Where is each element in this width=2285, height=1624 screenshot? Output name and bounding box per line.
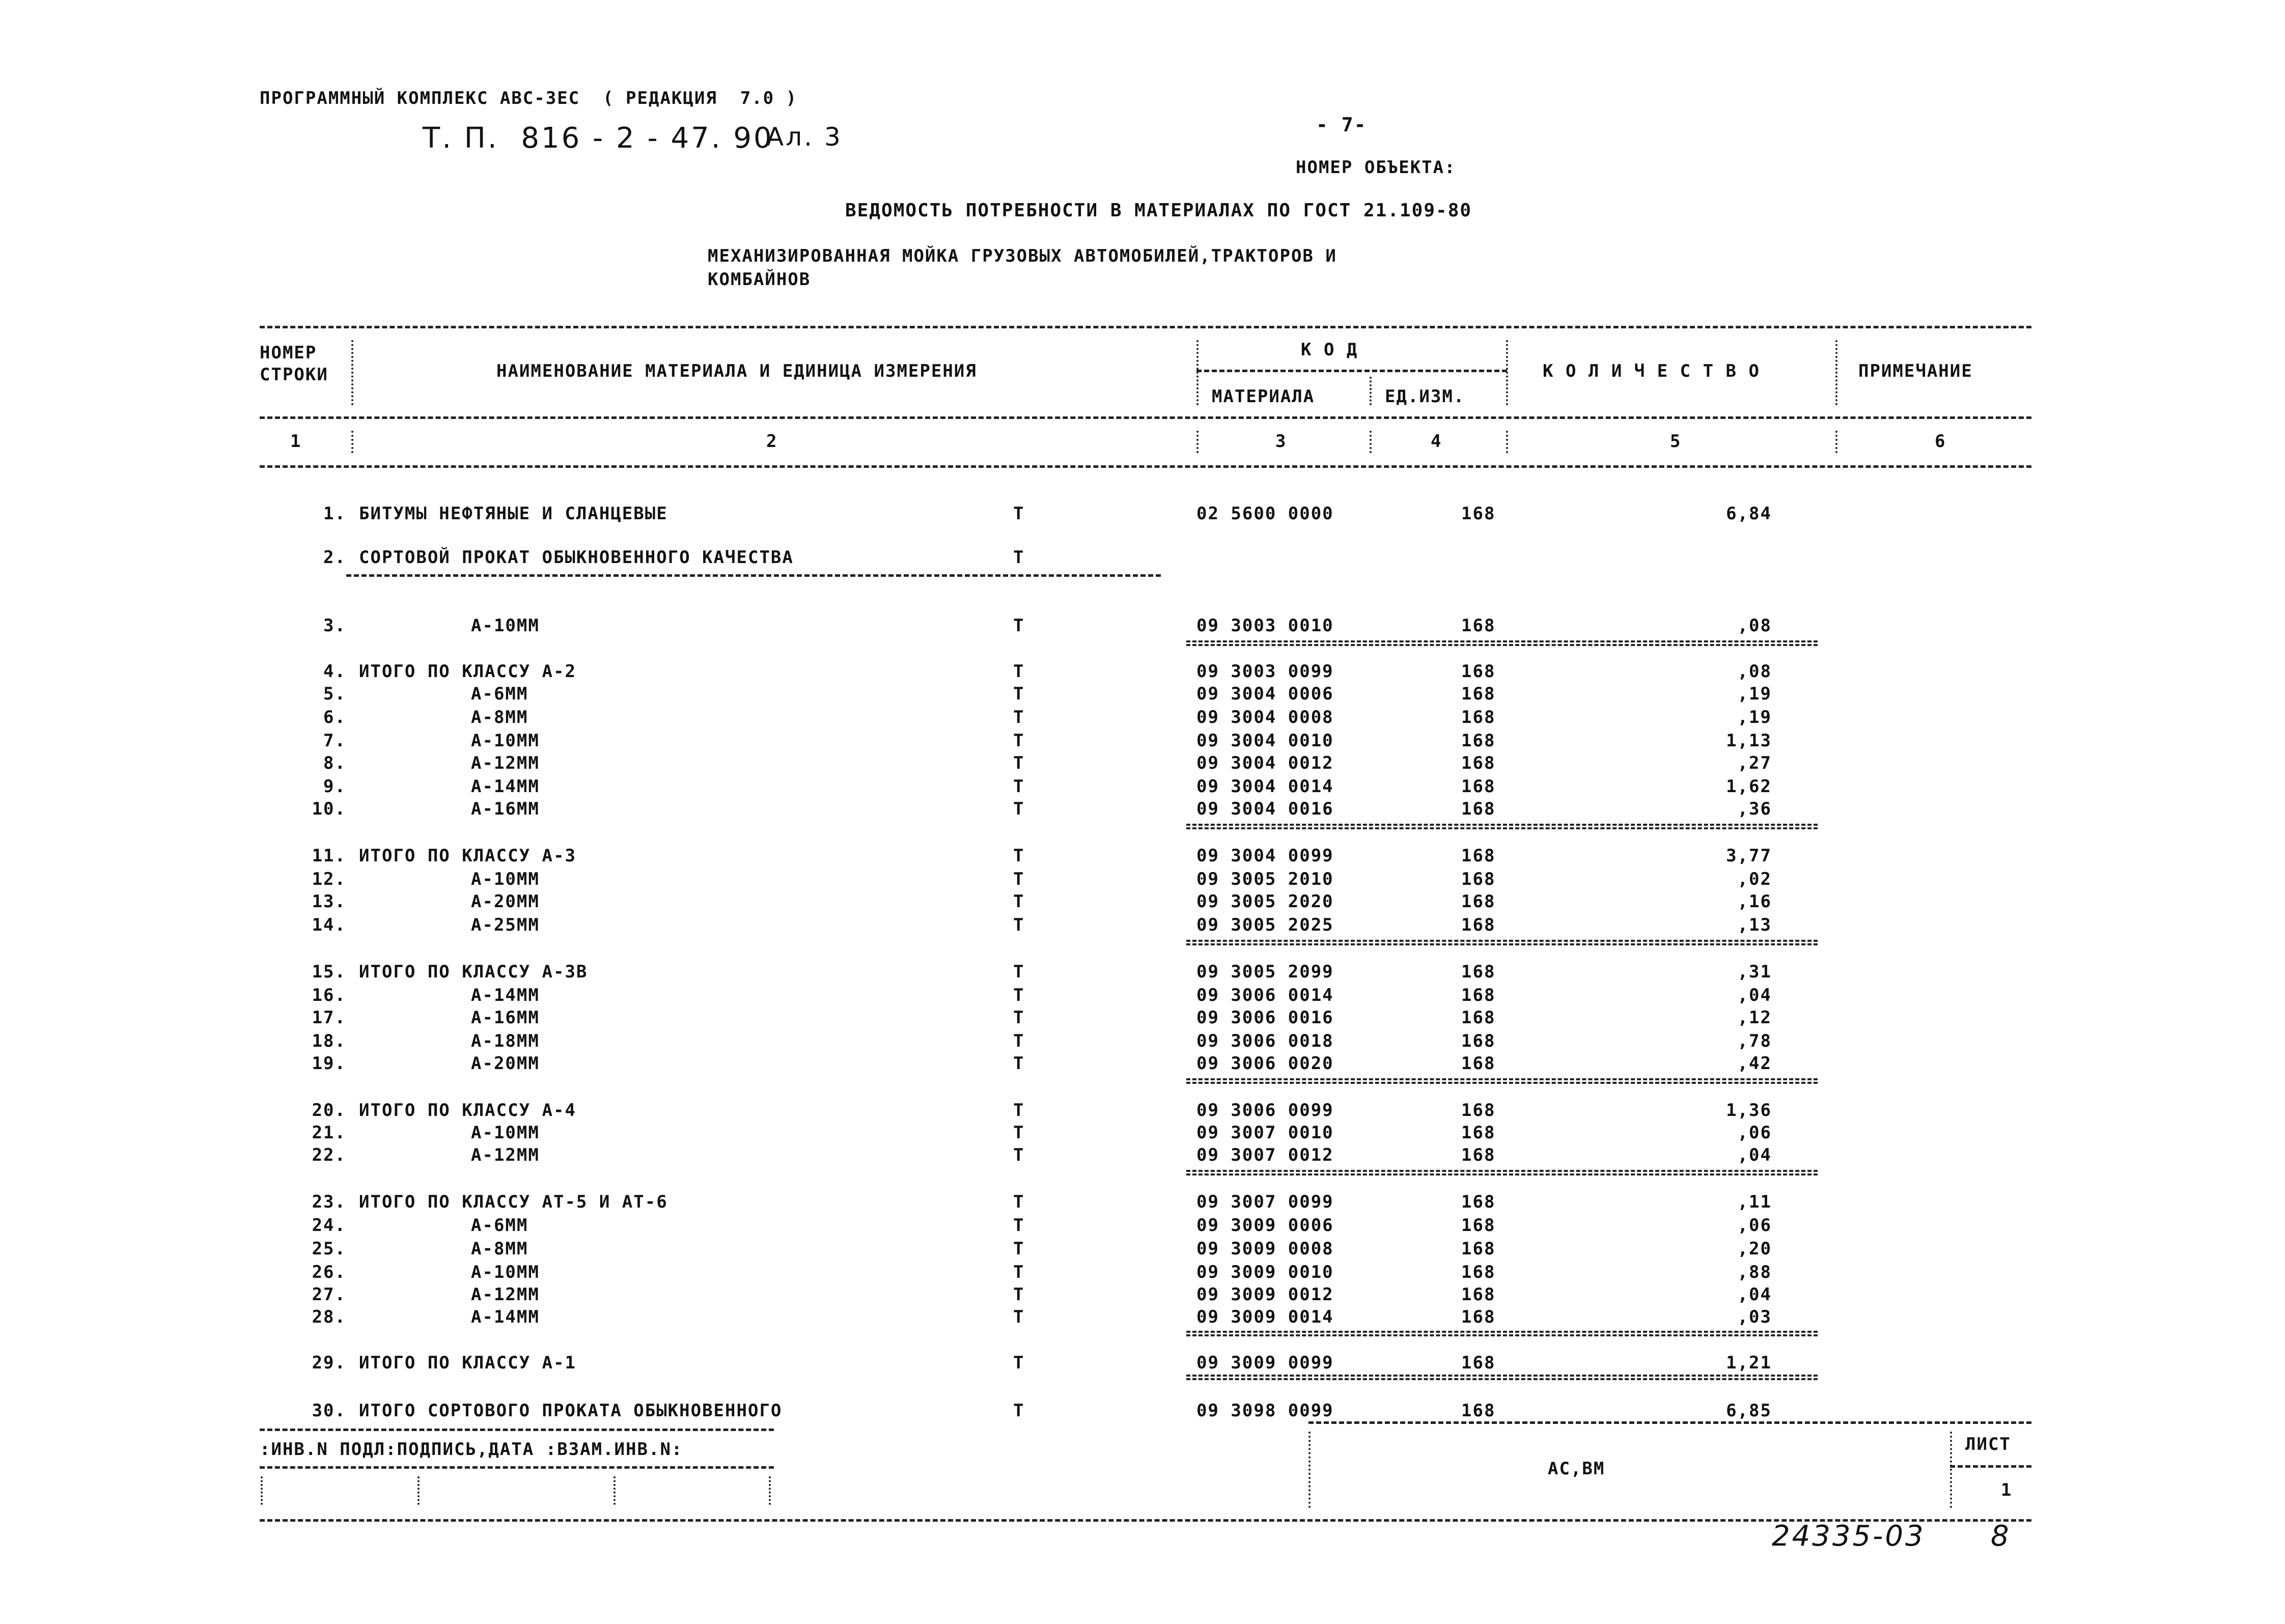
header-separator [1835, 431, 1837, 453]
unit: Т [1013, 753, 1025, 773]
table-row [0, 1308, 2285, 1331]
col-header-material: МАТЕРИАЛА [1212, 386, 1315, 407]
material-code: 09 3009 0099 [1196, 1353, 1334, 1373]
unit-code: 168 [1461, 962, 1496, 982]
quantity: ,12 [1737, 1007, 1772, 1028]
col-number-2: 2 [766, 431, 778, 452]
material-name: А-16ММ [471, 1007, 540, 1028]
col-header-quantity: К О Л И Ч Е С Т В О [1543, 361, 1760, 381]
table-row [0, 1240, 2285, 1263]
row-number: 23. [312, 1192, 346, 1212]
material-code: 09 3004 0099 [1196, 846, 1334, 866]
subtotal-rule [1186, 1331, 1818, 1336]
row-number: 11. [312, 846, 346, 866]
unit-code: 168 [1461, 1401, 1496, 1421]
col-number-3: 3 [1275, 431, 1287, 452]
material-name: А-10ММ [471, 869, 540, 889]
row-number: 17. [312, 1007, 346, 1028]
quantity: ,31 [1737, 962, 1772, 982]
material-code: 09 3004 0008 [1196, 707, 1334, 727]
material-code: 09 3004 0014 [1196, 776, 1334, 797]
material-code: 09 3005 2025 [1196, 915, 1334, 935]
row-number: 26. [312, 1262, 346, 1282]
material-name: ИТОГО СОРТОВОГО ПРОКАТА ОБЫКНОВЕННОГО [359, 1401, 783, 1421]
row-number: 6. [323, 707, 346, 727]
stamp-bottom-rule [260, 1519, 2031, 1522]
code-subheader-rule [1196, 370, 1507, 372]
material-code: 09 3004 0016 [1196, 799, 1334, 819]
stamp-top-rule-right [1308, 1421, 2031, 1424]
material-code: 09 3009 0006 [1196, 1215, 1334, 1236]
material-name: ИТОГО ПО КЛАССУ А-1 [359, 1353, 576, 1373]
unit-code: 168 [1461, 1007, 1496, 1028]
row-number: 2. [323, 547, 346, 568]
unit: Т [1013, 1192, 1025, 1212]
row-number: 30. [312, 1401, 346, 1421]
unit: Т [1013, 846, 1025, 866]
material-name: А-18ММ [471, 1031, 540, 1051]
table-row [0, 1055, 2285, 1077]
quantity: ,19 [1737, 684, 1772, 704]
unit: Т [1013, 985, 1025, 1005]
material-name: А-14ММ [471, 1307, 540, 1327]
table-row [0, 754, 2285, 777]
material-code: 09 3004 0012 [1196, 753, 1334, 773]
material-code: 09 3003 0010 [1196, 615, 1334, 636]
row-number: 8. [323, 753, 346, 773]
subtotal-rule [1186, 1170, 1818, 1175]
table-row [0, 1146, 2285, 1169]
material-code: 09 3006 0014 [1196, 985, 1334, 1005]
unit-code: 168 [1461, 707, 1496, 727]
table-row [0, 1286, 2285, 1308]
material-code: 09 3009 0008 [1196, 1239, 1334, 1259]
material-code: 09 3009 0014 [1196, 1307, 1334, 1327]
row-number: 7. [323, 731, 346, 751]
unit-code: 168 [1461, 776, 1496, 797]
table-row [0, 963, 2285, 986]
table-row [0, 709, 2285, 731]
table-row [0, 1354, 2285, 1377]
handwritten-code: 24335-03 [1772, 1520, 1926, 1553]
header-separator [1196, 431, 1199, 453]
album-label: Ал. 3 [766, 122, 843, 152]
unit-code: 168 [1461, 731, 1496, 751]
unit: Т [1013, 1031, 1025, 1051]
material-code: 09 3006 0016 [1196, 1007, 1334, 1028]
quantity: ,36 [1737, 799, 1772, 819]
stamp-separator [261, 1476, 263, 1505]
material-name: СОРТОВОЙ ПРОКАТ ОБЫКНОВЕННОГО КАЧЕСТВА [359, 547, 794, 568]
unit-code: 168 [1461, 1053, 1496, 1074]
unit: Т [1013, 1239, 1025, 1259]
column-number-top-rule [260, 416, 2031, 419]
material-code: 09 3007 0099 [1196, 1192, 1334, 1212]
header-separator [351, 431, 353, 453]
unit-code: 168 [1461, 615, 1496, 636]
row-number: 10. [312, 799, 346, 819]
stamp-top-rule [260, 1429, 774, 1431]
row-number: 4. [323, 661, 346, 682]
material-name: А-8ММ [471, 707, 528, 727]
material-name: ИТОГО ПО КЛАССУ АТ-5 И АТ-6 [359, 1192, 668, 1212]
software-caption: ПРОГРАММНЫЙ КОМПЛЕКС АВС-3ЕС ( РЕДАКЦИЯ 7.0 ) [260, 88, 798, 108]
material-code: 09 3004 0006 [1196, 684, 1334, 704]
quantity: ,06 [1737, 1215, 1772, 1236]
unit-code: 168 [1461, 1192, 1496, 1212]
row-number: 5. [323, 684, 346, 704]
unit-code: 168 [1461, 661, 1496, 682]
material-name: А-8ММ [471, 1239, 528, 1259]
quantity: ,19 [1737, 707, 1772, 727]
unit-code: 168 [1461, 684, 1496, 704]
section-rule [346, 574, 1161, 577]
table-row [0, 685, 2285, 708]
material-code: 09 3005 2010 [1196, 869, 1334, 889]
subject-line-1: МЕХАНИЗИРОВАННАЯ МОЙКА ГРУЗОВЫХ АВТОМОБИЛЕЙ,ТРАКТОРОВ И [708, 246, 1337, 266]
table-row [0, 871, 2285, 893]
material-code: 02 5600 0000 [1196, 503, 1334, 524]
header-separator [1506, 340, 1508, 405]
quantity: ,08 [1737, 615, 1772, 636]
unit-code: 168 [1461, 799, 1496, 819]
quantity: 1,36 [1726, 1100, 1772, 1121]
unit: Т [1013, 547, 1025, 568]
unit: Т [1013, 799, 1025, 819]
material-name: ИТОГО ПО КЛАССУ А-2 [359, 661, 576, 682]
table-row [0, 549, 2285, 571]
row-number: 15. [312, 962, 346, 982]
row-number: 16. [312, 985, 346, 1005]
header-separator [1370, 377, 1372, 405]
quantity: ,11 [1737, 1192, 1772, 1212]
row-number: 1. [323, 503, 346, 524]
quantity: 1,13 [1726, 731, 1772, 751]
unit: Т [1013, 707, 1025, 727]
table-row [0, 847, 2285, 870]
row-number: 18. [312, 1031, 346, 1051]
stamp-separator [614, 1476, 616, 1505]
unit: Т [1013, 1145, 1025, 1165]
unit-code: 168 [1461, 869, 1496, 889]
material-name: А-20ММ [471, 891, 540, 912]
quantity: ,04 [1737, 1284, 1772, 1305]
stamp-center-label: АС,ВМ [1548, 1459, 1605, 1479]
quantity: ,78 [1737, 1031, 1772, 1051]
quantity: ,02 [1737, 869, 1772, 889]
quantity: ,04 [1737, 1145, 1772, 1165]
unit-code: 168 [1461, 1239, 1496, 1259]
unit: Т [1013, 615, 1025, 636]
material-name: А-14ММ [471, 776, 540, 797]
quantity: ,16 [1737, 891, 1772, 912]
material-code: 09 3009 0012 [1196, 1284, 1334, 1305]
quantity: ,42 [1737, 1053, 1772, 1074]
row-number: 14. [312, 915, 346, 935]
unit-code: 168 [1461, 753, 1496, 773]
subject-line-2: КОМБАЙНОВ [708, 269, 811, 290]
table-row [0, 916, 2285, 939]
unit: Т [1013, 1353, 1025, 1373]
material-name: А-25ММ [471, 915, 540, 935]
table-row [0, 1102, 2285, 1124]
unit-code: 168 [1461, 1123, 1496, 1143]
table-row [0, 1009, 2285, 1031]
unit: Т [1013, 776, 1025, 797]
unit: Т [1013, 962, 1025, 982]
table-row [0, 1124, 2285, 1146]
quantity: ,06 [1737, 1123, 1772, 1143]
object-number-label: НОМЕР ОБЪЕКТА: [1296, 157, 1456, 178]
subtotal-rule [1186, 1078, 1818, 1084]
unit: Т [1013, 869, 1025, 889]
unit: Т [1013, 1401, 1025, 1421]
subtotal-rule [1186, 824, 1818, 829]
col-header-row-number: НОМЕР СТРОКИ [260, 343, 328, 385]
row-number: 21. [312, 1123, 346, 1143]
unit: Т [1013, 503, 1025, 524]
quantity: ,20 [1737, 1239, 1772, 1259]
quantity: ,88 [1737, 1262, 1772, 1282]
unit-code: 168 [1461, 846, 1496, 866]
table-row [0, 732, 2285, 754]
stamp-fields: :ИНВ.N ПОДЛ:ПОДПИСЬ,ДАТА :ВЗАМ.ИНВ.N: [260, 1439, 683, 1460]
col-number-5: 5 [1670, 431, 1682, 452]
header-separator [351, 340, 353, 405]
handwritten-page: 8 [1991, 1520, 2011, 1553]
stamp-separator [769, 1476, 771, 1505]
material-code: 09 3003 0099 [1196, 661, 1334, 682]
sheet-label: ЛИСТ [1965, 1434, 2011, 1454]
material-code: 09 3006 0099 [1196, 1100, 1334, 1121]
row-number: 22. [312, 1145, 346, 1165]
unit-code: 168 [1461, 1307, 1496, 1327]
quantity: 1,62 [1726, 776, 1772, 797]
material-code: 09 3005 2020 [1196, 891, 1334, 912]
material-name: А-10ММ [471, 615, 540, 636]
col-header-unit-code: ЕД.ИЗМ. [1385, 386, 1465, 407]
row-number: 28. [312, 1307, 346, 1327]
unit: Т [1013, 891, 1025, 912]
unit-code: 168 [1461, 1145, 1496, 1165]
unit-code: 168 [1461, 1215, 1496, 1236]
unit-code: 168 [1461, 1284, 1496, 1305]
table-top-rule [260, 326, 2031, 328]
unit-code: 168 [1461, 1262, 1496, 1282]
material-name: А-14ММ [471, 985, 540, 1005]
unit-code: 168 [1461, 1353, 1496, 1373]
col-number-1: 1 [290, 431, 302, 452]
unit: Т [1013, 684, 1025, 704]
sheet-rule [1950, 1465, 2031, 1468]
project-code: Т. П. 816 - 2 - 47. 90 [423, 122, 774, 155]
unit-code: 168 [1461, 915, 1496, 935]
unit-code: 168 [1461, 503, 1496, 524]
unit: Т [1013, 1262, 1025, 1282]
col-header-note: ПРИМЕЧАНИЕ [1858, 361, 1973, 381]
col-number-4: 4 [1431, 431, 1442, 452]
unit: Т [1013, 1307, 1025, 1327]
row-number: 12. [312, 869, 346, 889]
material-name: А-10ММ [471, 1262, 540, 1282]
material-code: 09 3006 0018 [1196, 1031, 1334, 1051]
material-name: ИТОГО ПО КЛАССУ А-4 [359, 1100, 576, 1121]
row-number: 27. [312, 1284, 346, 1305]
stamp-separator [1308, 1432, 1311, 1508]
material-code: 09 3004 0010 [1196, 731, 1334, 751]
header-separator [1196, 340, 1199, 405]
row-number: 13. [312, 891, 346, 912]
stamp-mid-rule [260, 1466, 774, 1469]
row-number: 19. [312, 1053, 346, 1074]
unit: Т [1013, 1007, 1025, 1028]
unit-code: 168 [1461, 985, 1496, 1005]
unit: Т [1013, 1284, 1025, 1305]
table-row [0, 800, 2285, 823]
header-separator [1370, 431, 1372, 453]
material-name: А-20ММ [471, 1053, 540, 1074]
unit-code: 168 [1461, 1031, 1496, 1051]
unit: Т [1013, 661, 1025, 682]
table-row [0, 1032, 2285, 1055]
page-number: - 7- [1316, 114, 1367, 136]
material-name: ИТОГО ПО КЛАССУ А-3В [359, 962, 588, 982]
table-row [0, 1193, 2285, 1216]
material-name: А-12ММ [471, 753, 540, 773]
material-name: А-12ММ [471, 1284, 540, 1305]
material-name: ИТОГО ПО КЛАССУ А-3 [359, 846, 576, 866]
unit: Т [1013, 1215, 1025, 1236]
header-separator [1835, 340, 1837, 405]
stamp-separator [417, 1476, 420, 1505]
col-header-name: НАИМЕНОВАНИЕ МАТЕРИАЛА И ЕДИНИЦА ИЗМЕРЕНИЯ [496, 361, 977, 381]
quantity: 1,21 [1726, 1353, 1772, 1373]
material-name: А-16ММ [471, 799, 540, 819]
material-code: 09 3007 0010 [1196, 1123, 1334, 1143]
material-name: БИТУМЫ НЕФТЯНЫЕ И СЛАНЦЕВЫЕ [359, 503, 668, 524]
material-code: 09 3006 0020 [1196, 1053, 1334, 1074]
material-name: А-12ММ [471, 1145, 540, 1165]
quantity: ,04 [1737, 985, 1772, 1005]
unit: Т [1013, 915, 1025, 935]
row-number: 29. [312, 1353, 346, 1373]
material-name: А-6ММ [471, 684, 528, 704]
row-number: 3. [323, 615, 346, 636]
material-code: 09 3098 0099 [1196, 1401, 1334, 1421]
quantity: ,27 [1737, 753, 1772, 773]
table-row [0, 1217, 2285, 1239]
document-title: ВЕДОМОСТЬ ПОТРЕБНОСТИ В МАТЕРИАЛАХ ПО ГОСТ 21.109-80 [845, 200, 1472, 221]
row-number: 20. [312, 1100, 346, 1121]
quantity: ,13 [1737, 915, 1772, 935]
quantity: ,03 [1737, 1307, 1772, 1327]
unit-code: 168 [1461, 1100, 1496, 1121]
quantity: ,08 [1737, 661, 1772, 682]
quantity: 3,77 [1726, 846, 1772, 866]
quantity: 6,85 [1726, 1401, 1772, 1421]
sheet-number: 1 [2001, 1480, 2013, 1500]
header-separator [1506, 431, 1508, 453]
row-number: 24. [312, 1215, 346, 1236]
material-code: 09 3005 2099 [1196, 962, 1334, 982]
row-number: 25. [312, 1239, 346, 1259]
subtotal-rule [1186, 1375, 1818, 1380]
quantity: 6,84 [1726, 503, 1772, 524]
row-number: 9. [323, 776, 346, 797]
table-row [0, 893, 2285, 915]
unit: Т [1013, 731, 1025, 751]
table-row [0, 617, 2285, 639]
material-name: А-10ММ [471, 1123, 540, 1143]
table-row [0, 663, 2285, 685]
unit: Т [1013, 1123, 1025, 1143]
table-row [0, 505, 2285, 527]
unit-code: 168 [1461, 891, 1496, 912]
material-code: 09 3007 0012 [1196, 1145, 1334, 1165]
subtotal-rule [1186, 640, 1818, 646]
material-name: А-10ММ [471, 731, 540, 751]
table-row [0, 987, 2285, 1009]
unit: Т [1013, 1053, 1025, 1074]
col-header-code: К О Д [1301, 340, 1358, 360]
table-row [0, 778, 2285, 800]
unit: Т [1013, 1100, 1025, 1121]
stamp-separator [1950, 1432, 1952, 1508]
material-code: 09 3009 0010 [1196, 1262, 1334, 1282]
column-number-bottom-rule [260, 465, 2031, 468]
subtotal-rule [1186, 940, 1818, 945]
table-row [0, 1264, 2285, 1286]
col-number-6: 6 [1935, 431, 1946, 452]
material-name: А-6ММ [471, 1215, 528, 1236]
